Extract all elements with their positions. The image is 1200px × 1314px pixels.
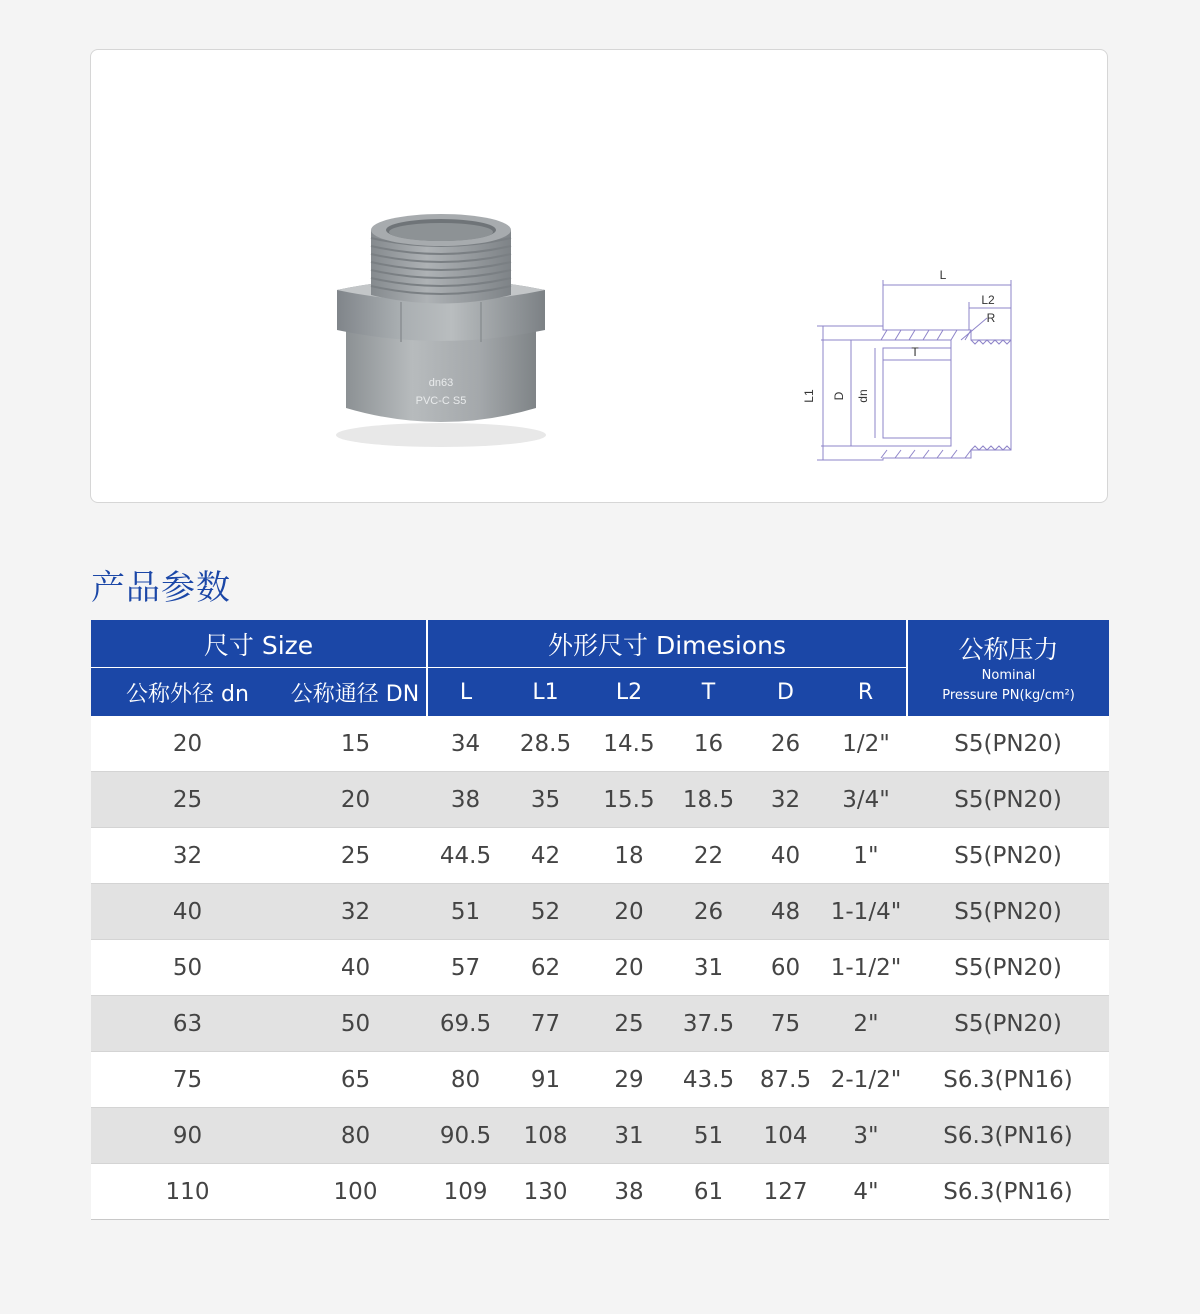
cell-L1: 108 — [504, 1108, 587, 1164]
cell-D: 48 — [746, 884, 825, 940]
cell-DN: 40 — [284, 940, 427, 996]
header-group-dimensions: 外形尺寸 Dimesions — [427, 620, 907, 668]
cell-L2: 31 — [587, 1108, 671, 1164]
cell-L: 51 — [427, 884, 504, 940]
cell-D: 127 — [746, 1164, 825, 1220]
cell-L2: 15.5 — [587, 772, 671, 828]
cell-R: 1-1/4" — [825, 884, 907, 940]
header-col-L2: L2 — [587, 668, 671, 717]
cell-L: 34 — [427, 716, 504, 772]
cell-pressure: S5(PN20) — [907, 828, 1109, 884]
drawing-label-T: T — [911, 345, 919, 359]
cell-dn: 90 — [91, 1108, 284, 1164]
marking-line1: dn63 — [428, 377, 454, 389]
cell-L: 44.5 — [427, 828, 504, 884]
section-title: 产品参数 — [91, 568, 231, 608]
cell-pressure: S5(PN20) — [907, 940, 1109, 996]
header-col-D: D — [746, 668, 825, 717]
table-row — [91, 828, 1109, 884]
cell-L1: 28.5 — [504, 716, 587, 772]
product-photo — [291, 90, 591, 470]
cell-T: 18.5 — [671, 772, 746, 828]
table-row — [91, 716, 1109, 772]
cell-DN: 65 — [284, 1052, 427, 1108]
cell-L2: 18 — [587, 828, 671, 884]
cell-dn: 50 — [91, 940, 284, 996]
header-pressure-en-line1: Nominal — [981, 668, 1036, 683]
drawing-label-L: L — [939, 268, 947, 282]
cell-D: 104 — [746, 1108, 825, 1164]
marking-line2: PVC-C S5 — [415, 395, 467, 407]
cell-pressure: S5(PN20) — [907, 884, 1109, 940]
table-row — [91, 1108, 1109, 1164]
cell-R: 4" — [825, 1164, 907, 1220]
cell-L: 90.5 — [427, 1108, 504, 1164]
cell-L2: 29 — [587, 1052, 671, 1108]
cell-L1: 91 — [504, 1052, 587, 1108]
cell-pressure: S5(PN20) — [907, 772, 1109, 828]
cell-dn: 110 — [91, 1164, 284, 1220]
cell-D: 87.5 — [746, 1052, 825, 1108]
product-card — [90, 49, 1108, 503]
drawing-label-L1: L1 — [802, 389, 816, 403]
header-pressure-zh: 公称压力 — [958, 635, 1059, 664]
cell-L: 69.5 — [427, 996, 504, 1052]
header-group-size: 尺寸 Size — [91, 620, 427, 668]
cell-R: 1" — [825, 828, 907, 884]
drawing-label-R: R — [986, 311, 996, 325]
cell-dn: 20 — [91, 716, 284, 772]
header-col-dn: 公称外径 dn — [91, 668, 284, 717]
table-row — [91, 996, 1109, 1052]
cell-pressure: S6.3(PN16) — [907, 1052, 1109, 1108]
cell-dn: 75 — [91, 1052, 284, 1108]
cell-L1: 62 — [504, 940, 587, 996]
cell-L: 57 — [427, 940, 504, 996]
cell-DN: 15 — [284, 716, 427, 772]
cell-D: 32 — [746, 772, 825, 828]
cell-R: 3" — [825, 1108, 907, 1164]
cell-T: 31 — [671, 940, 746, 996]
cell-L: 80 — [427, 1052, 504, 1108]
cell-DN: 100 — [284, 1164, 427, 1220]
cell-dn: 25 — [91, 772, 284, 828]
cell-T: 37.5 — [671, 996, 746, 1052]
cell-dn: 40 — [91, 884, 284, 940]
cell-T: 51 — [671, 1108, 746, 1164]
drawing-label-L2: L2 — [981, 293, 995, 307]
cell-DN: 20 — [284, 772, 427, 828]
table-row — [91, 1052, 1109, 1108]
cell-pressure: S6.3(PN16) — [907, 1108, 1109, 1164]
cell-dn: 32 — [91, 828, 284, 884]
cell-L1: 35 — [504, 772, 587, 828]
cell-R: 2" — [825, 996, 907, 1052]
cell-DN: 25 — [284, 828, 427, 884]
cell-L2: 38 — [587, 1164, 671, 1220]
cell-DN: 80 — [284, 1108, 427, 1164]
cell-pressure: S5(PN20) — [907, 996, 1109, 1052]
cell-T: 61 — [671, 1164, 746, 1220]
header-col-L: L — [427, 668, 504, 717]
cell-pressure: S5(PN20) — [907, 716, 1109, 772]
cell-L2: 20 — [587, 884, 671, 940]
cell-DN: 32 — [284, 884, 427, 940]
cell-L2: 14.5 — [587, 716, 671, 772]
cell-R: 2-1/2" — [825, 1052, 907, 1108]
cell-T: 16 — [671, 716, 746, 772]
cell-dn: 63 — [91, 996, 284, 1052]
cell-D: 40 — [746, 828, 825, 884]
table-row — [91, 940, 1109, 996]
cell-R: 3/4" — [825, 772, 907, 828]
cell-DN: 50 — [284, 996, 427, 1052]
drawing-label-D: D — [832, 391, 846, 401]
table-row — [91, 1164, 1109, 1220]
header-nominal-pressure — [907, 620, 1109, 716]
cell-D: 26 — [746, 716, 825, 772]
cell-L1: 42 — [504, 828, 587, 884]
cell-T: 22 — [671, 828, 746, 884]
dimension-drawing — [791, 260, 1051, 480]
cell-L1: 77 — [504, 996, 587, 1052]
cell-L1: 52 — [504, 884, 587, 940]
drawing-label-dn: dn — [856, 389, 870, 403]
header-col-R: R — [825, 668, 907, 717]
cell-R: 1/2" — [825, 716, 907, 772]
cell-L2: 25 — [587, 996, 671, 1052]
cell-L: 109 — [427, 1164, 504, 1220]
cell-L: 38 — [427, 772, 504, 828]
cell-R: 1-1/2" — [825, 940, 907, 996]
header-col-T: T — [671, 668, 746, 717]
cell-D: 60 — [746, 940, 825, 996]
spec-table — [91, 620, 1109, 1220]
cell-D: 75 — [746, 996, 825, 1052]
cell-T: 43.5 — [671, 1052, 746, 1108]
table-row — [91, 772, 1109, 828]
cell-L2: 20 — [587, 940, 671, 996]
cell-T: 26 — [671, 884, 746, 940]
table-row — [91, 884, 1109, 940]
cell-L1: 130 — [504, 1164, 587, 1220]
header-pressure-en-line2: Pressure PN(kg/cm²) — [942, 688, 1075, 703]
header-col-DN: 公称通径 DN — [284, 668, 427, 717]
cell-pressure: S6.3(PN16) — [907, 1164, 1109, 1220]
header-col-L1: L1 — [504, 668, 587, 717]
